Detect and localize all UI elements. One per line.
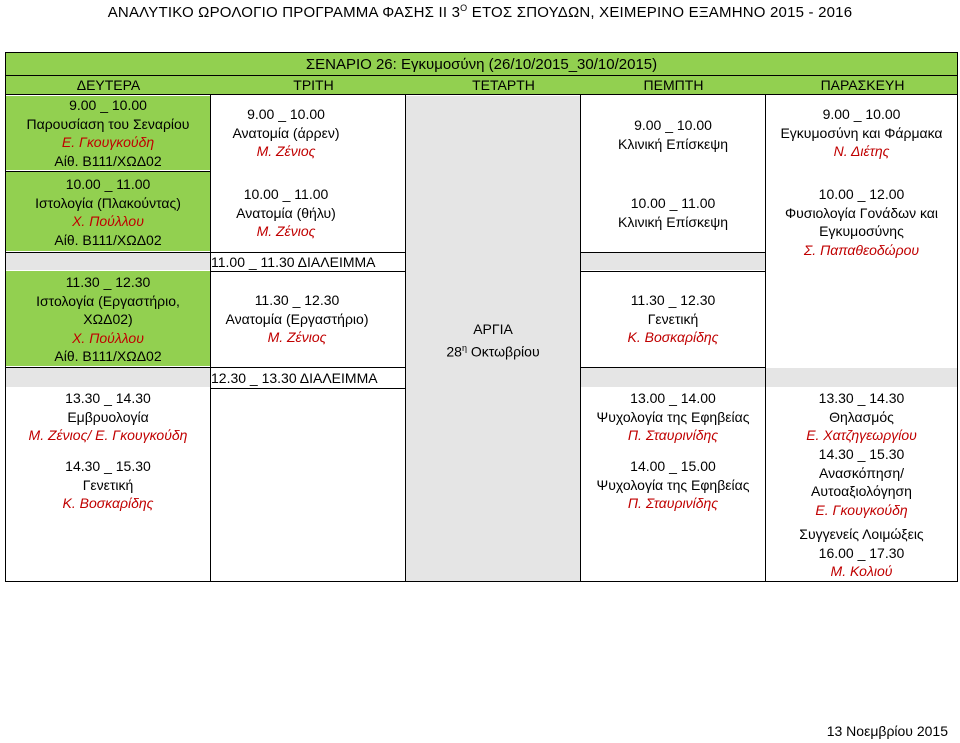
row-divider xyxy=(211,388,405,389)
break-label: 12.30 _ 13.30 ΔΙΑΛΕΙΜΜΑ xyxy=(211,370,378,386)
monday-slot: 9.00 _ 10.00 Παρουσίαση του Σεναρίου Ε. Γκουγκούδη Αίθ. Β111/ΧΩΔ02 xyxy=(6,96,210,170)
row-divider xyxy=(211,271,405,272)
thursday-slot: 14.00 _ 15.00 Ψυχολογία της Εφηβείας Π. Σταυρινίδης xyxy=(596,458,750,511)
friday-slot: 9.00 _ 10.00 Εγκυμοσύνη και Φάρμακα Ν. Διέτης xyxy=(780,106,943,159)
monday-slot: 14.30 _ 15.30 Γενετική Κ. Βοσκαρίδης xyxy=(62,458,154,511)
break-cell xyxy=(6,253,210,270)
break-label: 11.00 _ 11.30 ΔΙΑΛΕΙΜΜΑ xyxy=(211,254,376,270)
row-divider xyxy=(581,271,765,272)
break-cell xyxy=(581,368,765,387)
thursday-slot: 9.00 _ 10.00 Κλινική Επίσκεψη xyxy=(618,117,728,152)
break-cell xyxy=(766,368,957,387)
friday-slot: 13.30 _ 14.30 Θηλασμός Ε. Χατζηγεωργίου xyxy=(806,390,917,443)
holiday-label: ΑΡΓΙΑ $28^\eta$ Οκτωβρίου xyxy=(446,321,540,360)
day-monday: ΔΕΥΤΕΡΑ xyxy=(76,77,141,93)
monday-slot: 10.00 _ 11.00 Ιστολογία (Πλακούντας) Χ. Πούλλου Αίθ. Β111/ΧΩΔ02 xyxy=(6,172,210,251)
day-wednesday: ΤΕΤΑΡΤΗ xyxy=(472,77,535,93)
date-footer: 13 Νοεμβρίου 2015 xyxy=(826,723,948,739)
tuesday-slot: 11.30 _ 12.30 Ανατομία (Εργαστήριο) Μ. Ζένιος xyxy=(225,292,369,345)
row-divider xyxy=(211,367,405,368)
break-cell xyxy=(581,253,765,270)
day-thursday: ΠΕΜΠΤΗ xyxy=(643,77,704,93)
break-cell xyxy=(6,368,210,387)
friday-slot: Συγγενείς Λοιμώξεις 16.00 _ 17.30 Μ. Κολιού xyxy=(799,526,924,579)
page-title: ΑΝΑΛΥΤΙΚΟ ΩΡΟΛΟΓΙΟ ΠΡΟΓΡΑΜΜΑ ΦΑΣΗΣ ΙΙ $3^O$ ΕΤΟΣ ΣΠΟΥΔΩΝ, ΧΕΙΜΕΡΙΝΟ ΕΞΑΜΗΝΟ 2015 - 2016 xyxy=(107,3,853,21)
monday-slot: 13.30 _ 14.30 Εμβρυολογία Μ. Ζένιος/ Ε. Γκουγκούδη xyxy=(28,390,188,443)
day-header-row xyxy=(5,75,958,95)
day-tuesday: ΤΡΙΤΗ xyxy=(293,77,334,93)
friday-slot: 10.00 _ 12.00 Φυσιολογία Γονάδων και Εγκυμοσύνης Σ. Παπαθεοδώρου xyxy=(784,186,938,258)
tuesday-slot: 9.00 _ 10.00 Ανατομία (άρρεν) Μ. Ζένιος xyxy=(232,106,340,159)
friday-slot: 14.30 _ 15.30 Ανασκόπηση/ Αυτοαξιολόγηση Ε. Γκουγκούδη xyxy=(811,446,912,518)
thursday-slot: 13.00 _ 14.00 Ψυχολογία της Εφηβείας Π. Σταυρινίδης xyxy=(596,390,750,443)
scenario-header: ΣΕΝΑΡΙΟ 26: Εγκυμοσύνη (26/10/2015_30/10/2015) xyxy=(5,52,958,75)
day-friday: ΠΑΡΑΣΚΕΥΗ xyxy=(820,77,905,93)
thursday-slot: 10.00 _ 11.00 Κλινική Επίσκεψη xyxy=(618,195,728,230)
tuesday-slot: 10.00 _ 11.00 Ανατομία (θήλυ) Μ. Ζένιος xyxy=(236,186,336,239)
monday-slot: 11.30 _ 12.30 Ιστολογία (Εργαστήριο, ΧΩΔ02) Χ. Πούλλου Αίθ. Β111/ΧΩΔ02 xyxy=(6,271,210,366)
thursday-slot: 11.30 _ 12.30 Γενετική Κ. Βοσκαρίδης xyxy=(627,292,719,345)
